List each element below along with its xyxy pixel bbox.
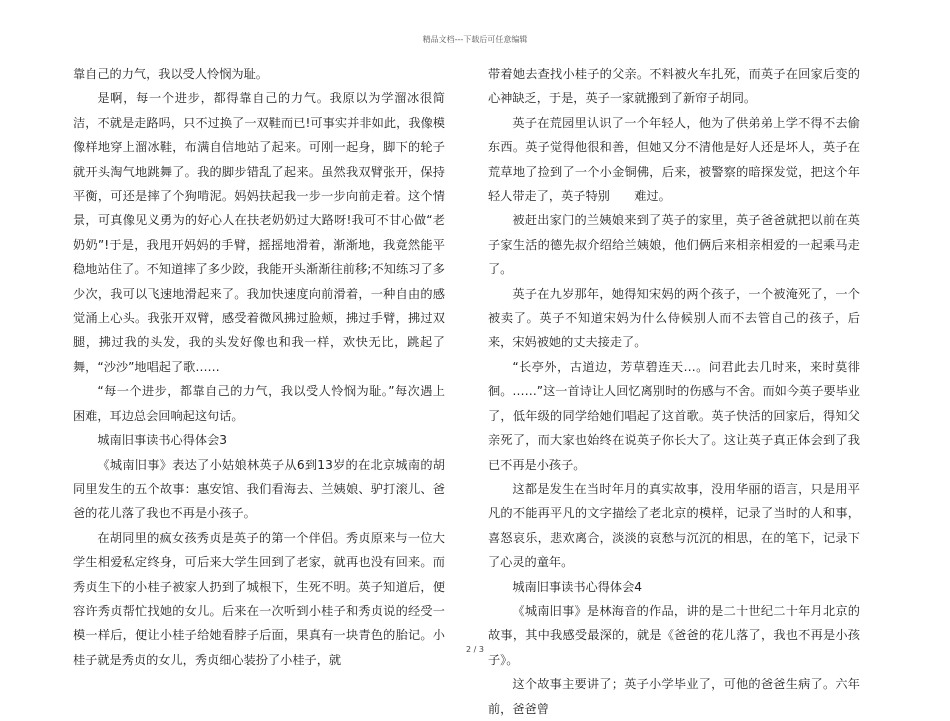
paragraph: 是啊，每一个进步，都得靠自己的力气。我原以为学溜冰很简洁，不就是走路吗，只不过换了一双鞋而已!可事实并非如此，我像模像样地穿上溜冰鞋，布满自信地站了起来。可刚一起身，脚下的轮子就开头淘气地跳舞了。我的脚步错乱了起来。虽然我双臂张开，保持平衡，可还是摔了个狗啃泥。妈妈扶起我一步一步向前走着。这个情景，可真像见义勇为的好心人在扶老奶奶过大路呀!我可不甘心做“老奶奶”!于是，我甩开妈妈的手臂，摇摇地滑着，渐渐地，我竟然能平稳地站住了。不知道摔了多少跤，我能开头渐渐往前移;不知练习了多少次，我可以飞速地滑起来了。我加快速度向前滑着，一种自由的感觉涌上心头。我张开双臂，感受着微风拂过脸颊，拂过手臂，拂过双腿，拂过我的头发，我的头发好像也和我一样，欢快无比，跳起了舞，“沙沙”地唱起了歌…… — [73, 91, 445, 374]
paragraph: 被赶出家门的兰姨娘来到了英子的家里，英子爸爸就把以前在英子家生活的德先叔介绍给兰姨娘，他们俩后来相亲相爱的一起乘马走了。 — [488, 213, 860, 277]
section-heading: 城南旧事读书心得体会3 — [97, 433, 228, 448]
paragraph: 这个故事主要讲了；英子小学毕业了，可他的爸爸生病了。六年前，爸爸曾 — [488, 677, 860, 716]
paragraph: 《城南旧事》表达了小姑娘林英子从6到13岁的在北京城南的胡同里发生的五个故事：惠安馆、我们看海去、兰姨娘、驴打滚儿、爸爸的花儿落了我也不再是小孩子。 — [73, 457, 445, 521]
paragraph: “长亭外，古道边，芳草碧连天…。问君此去几时来，来时莫徘徊。……”这一首诗让人回忆离别时的伤感与不舍。而如今英子要毕业了，低年级的同学给她们唱起了这首歌。英子快活的回家后，得知父亲死了，而大家也始终在说英子你长大了。这让英子真正体会到了我已不再是小孩子。 — [488, 359, 860, 472]
paragraph: 《城南旧事》是林海音的作品，讲的是二十世纪二十年月北京的故事，其中我感受最深的，就是《爸爸的花儿落了，我也不再是小孩子》。 — [488, 603, 860, 667]
page-header: 精品文档---下载后可任意编辑 — [422, 35, 528, 44]
paragraph: 靠自己的力气，我以受人怜悯为耻。 — [73, 67, 268, 81]
paragraph: 带着她去查找小桂子的父亲。不料被火车扎死，而英子在回家后变的心神缺乏，于是，英子一家就搬到了新帘子胡同。 — [488, 67, 860, 106]
paragraph: 这都是发生在当时年月的真实故事，没用华丽的语言，只是用平凡的不能再平凡的文字描绘了老北京的模样，记录了当时的人和事，喜怒哀乐，悲欢离合，淡淡的哀愁与沉沉的相思，在的笔下，记录下了心灵的童年。 — [488, 481, 860, 570]
paragraph: 英子在荒园里认识了一个年轻人，他为了供弟弟上学不得不去偷东西。英子觉得他很和善，但她又分不清他是好人还是坏人，英子在荒草地了捡到了一个小金铜佛，后来，被警察的暗探发觉，把这个年轻人带走了，英子特别 难过。 — [488, 115, 860, 204]
paragraph: “每一个进步，都靠自己的力气，我以受人怜悯为耻。”每次遇上困难，耳边总会回响起这句话。 — [73, 384, 445, 423]
left-column — [73, 62, 445, 672]
paragraph: 在胡同里的疯女孩秀贞是英子的第一个伴侣。秀贞原来与一位大学生相爱私定终身，可后来大学生回到了老家，就再也没有回来。而秀贞生下的小桂子被家人扔到了城根下，生死不明。英子知道后，便容许秀贞帮忙找她的女儿。后来在一次听到小桂子和秀贞说的经受一模一样后，便让小桂子给她看脖子后面，果真有一块青色的胎记。小桂子就是秀贞的女儿，秀贞细心装扮了小桂子，就 — [73, 530, 445, 667]
section-heading: 城南旧事读书心得体会4 — [512, 579, 643, 594]
right-column — [488, 62, 860, 721]
paragraph: 英子在九岁那年，她得知宋妈的两个孩子，一个被淹死了，一个被卖了。英子不知道宋妈为什么侍候别人而不去管自己的孩子，后来，宋妈被她的丈夫接走了。 — [488, 286, 860, 350]
page-number: 2 / 3 — [466, 645, 484, 654]
